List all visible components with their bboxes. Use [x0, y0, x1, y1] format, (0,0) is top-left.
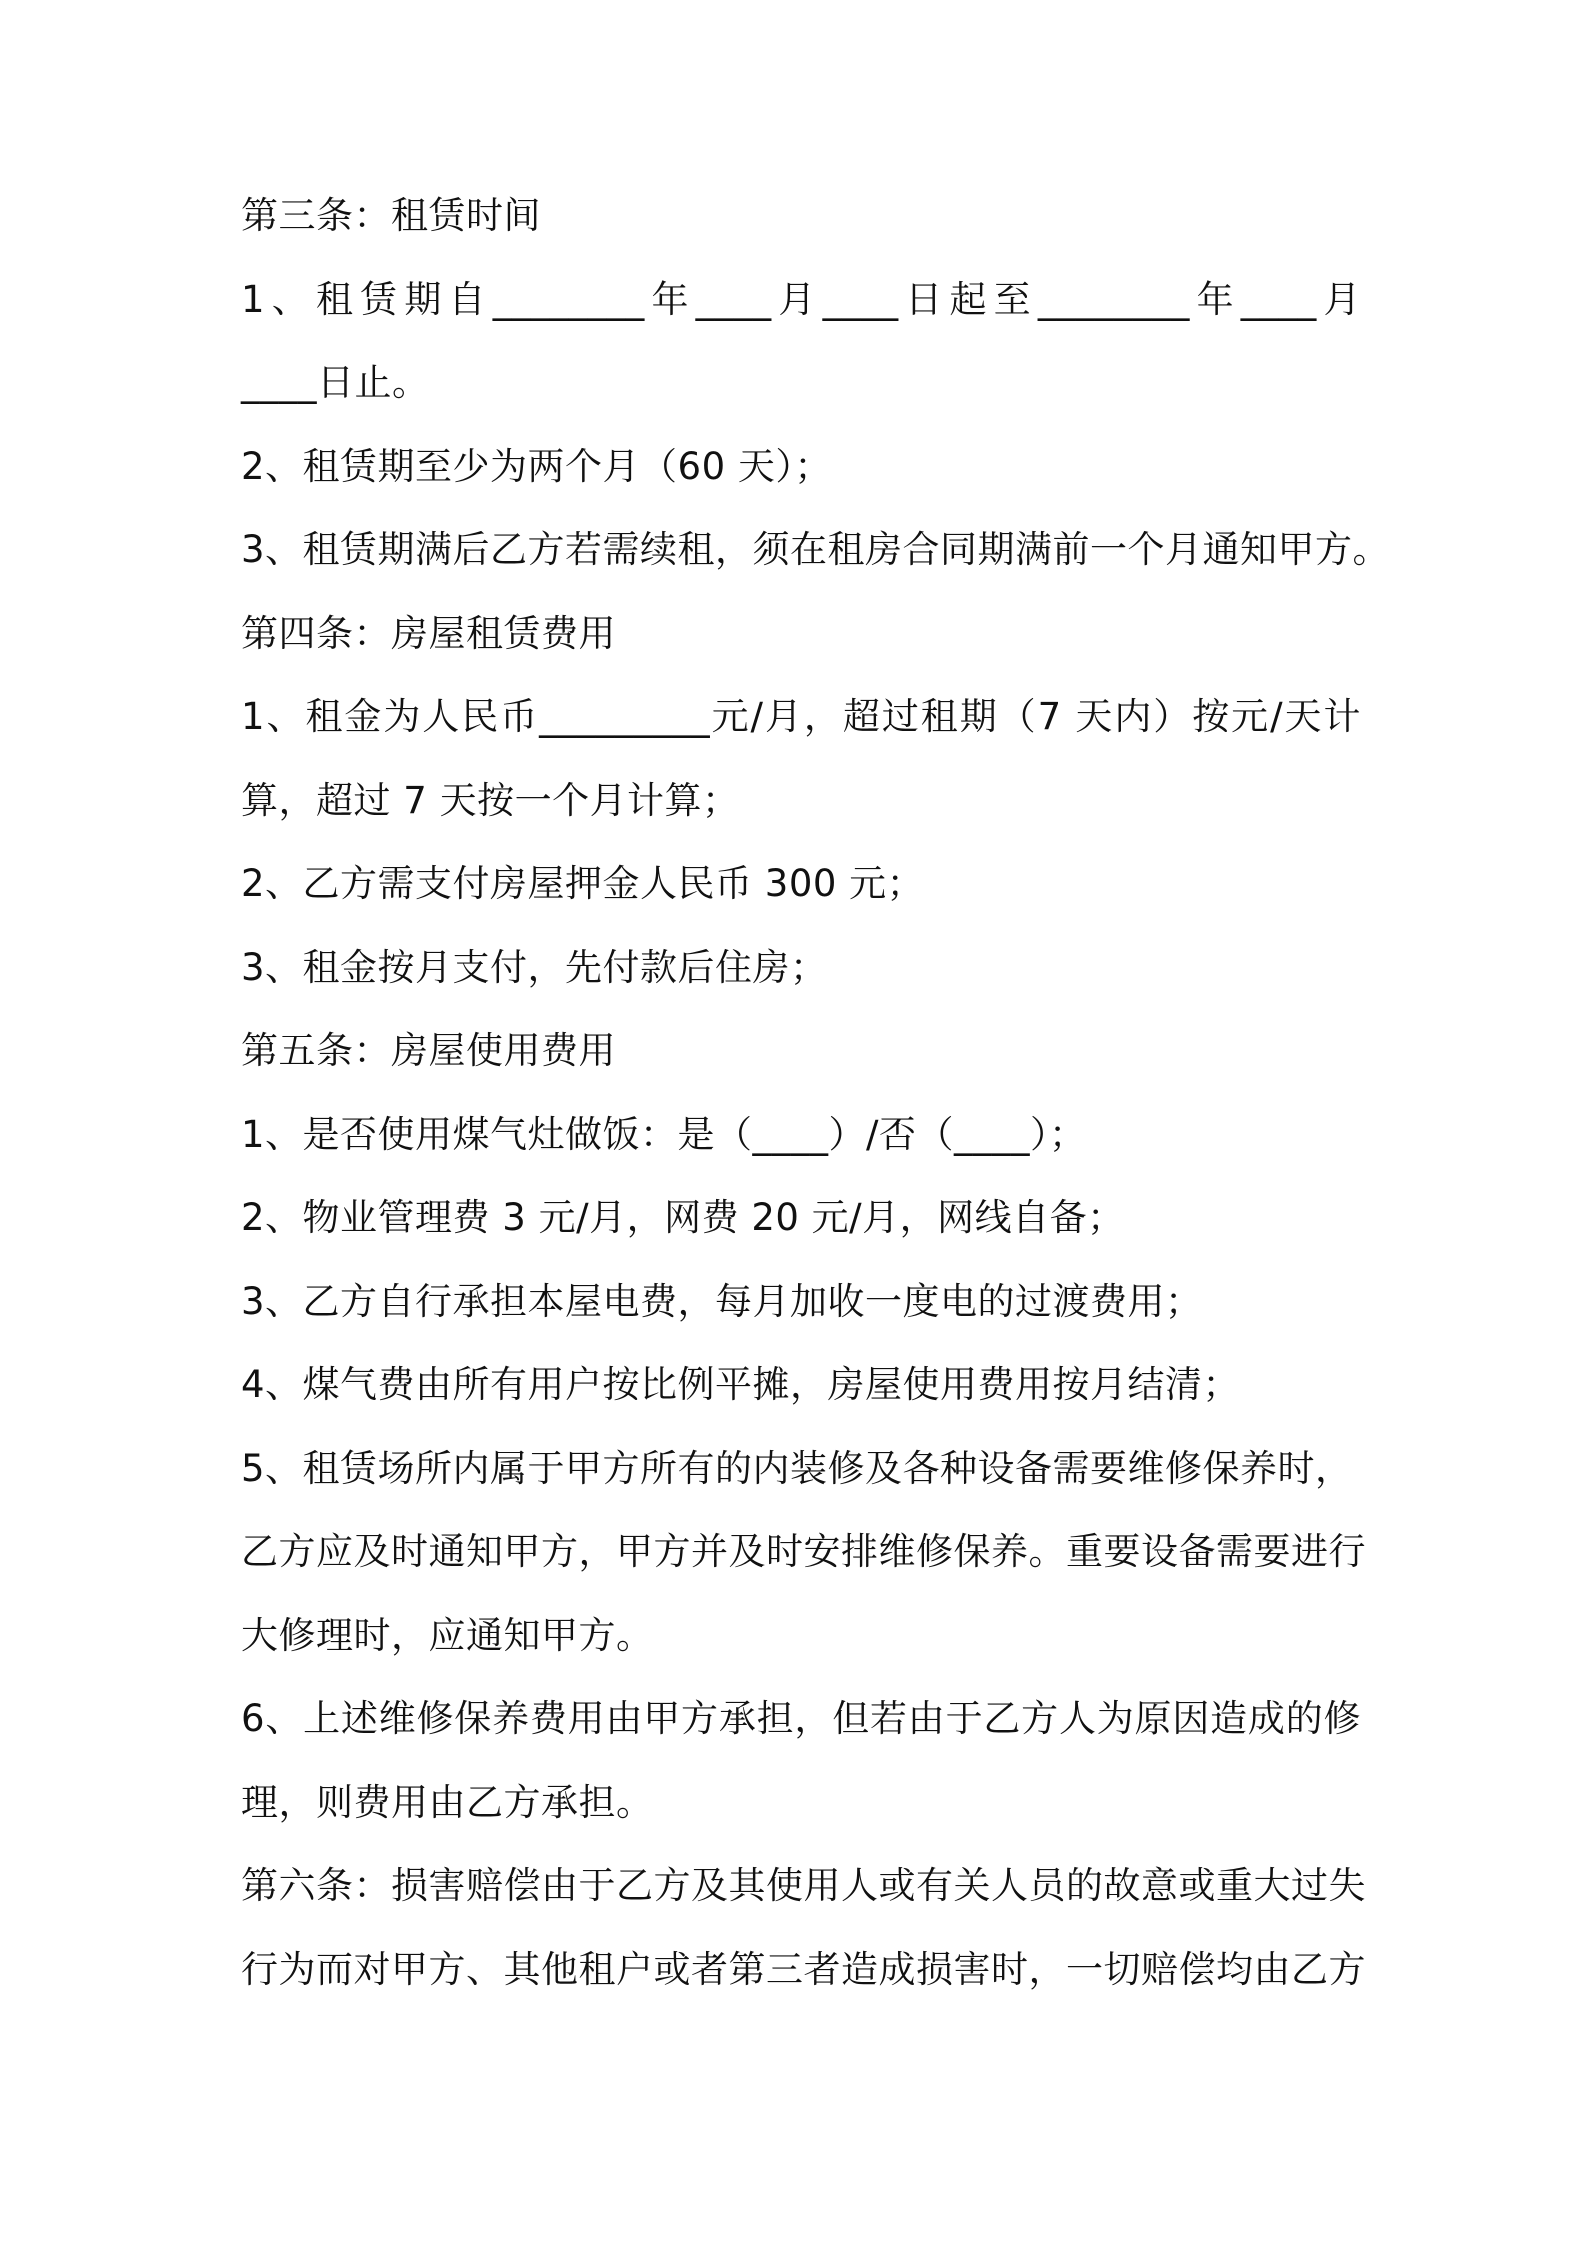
line-3-2-minimum-term: 2、租赁期至少为两个月（60 天）；: [241, 444, 832, 488]
line-5-3-electricity: 3、乙方自行承担本屋电费，每月加收一度电的过渡费用；: [241, 1279, 1203, 1323]
line-5-6-continued: 理，则费用由乙方承担。: [241, 1780, 654, 1824]
line-5-5-continued-2: 大修理时，应通知甲方。: [241, 1613, 654, 1657]
line-4-1-continued: 算，超过 7 天按一个月计算；: [241, 778, 740, 822]
line-article-6-damages: 第六条：损害赔偿由于乙方及其使用人或有关人员的故意或重大过失: [241, 1864, 1366, 1907]
line-5-2-management-fee: 2、物业管理费 3 元/月，网费 20 元/月，网线自备；: [241, 1196, 1125, 1239]
line-article-4-title: 第四条：房屋租赁费用: [241, 611, 616, 655]
line-article-3-title: 第三条：租赁时间: [241, 194, 541, 237]
line-5-1-gas-stove: 1、是否使用煤气灶做饭：是（____）/否（____）；: [241, 1112, 1087, 1156]
line-3-1-lease-period: 1、租赁期自________年____月____日起至________年____月: [241, 277, 1361, 321]
line-5-5-continued-1: 乙方应及时通知甲方，甲方并及时安排维修保养。重要设备需要进行: [241, 1530, 1366, 1573]
line-4-3-payment: 3、租金按月支付，先付款后住房；: [241, 945, 828, 989]
line-5-5-maintenance: 5、租赁场所内属于甲方所有的内装修及各种设备需要维修保养时，: [241, 1446, 1353, 1490]
line-5-6-maintenance-cost: 6、上述维修保养费用由甲方承担，但若由于乙方人为原因造成的修: [241, 1697, 1361, 1740]
line-3-3-renewal-notice: 3、租赁期满后乙方若需续租，须在租房合同期满前一个月通知甲方。: [241, 528, 1391, 571]
line-article-5-title: 第五条：房屋使用费用: [241, 1029, 616, 1072]
line-4-2-deposit: 2、乙方需支付房屋押金人民币 300 元；: [241, 862, 925, 905]
line-5-4-gas-fee: 4、煤气费由所有用户按比例平摊，房屋使用费用按月结清；: [241, 1363, 1241, 1406]
document-page: [241, 194, 1391, 2032]
line-article-6-continued: 行为而对甲方、其他租户或者第三者造成损害时，一切赔偿均由乙方: [241, 1947, 1366, 1991]
line-4-1-rent: 1、租金为人民币_________元/月，超过租期（7 天内）按元/天计: [241, 695, 1361, 738]
line-3-1-continued: ____日止。: [241, 361, 430, 404]
